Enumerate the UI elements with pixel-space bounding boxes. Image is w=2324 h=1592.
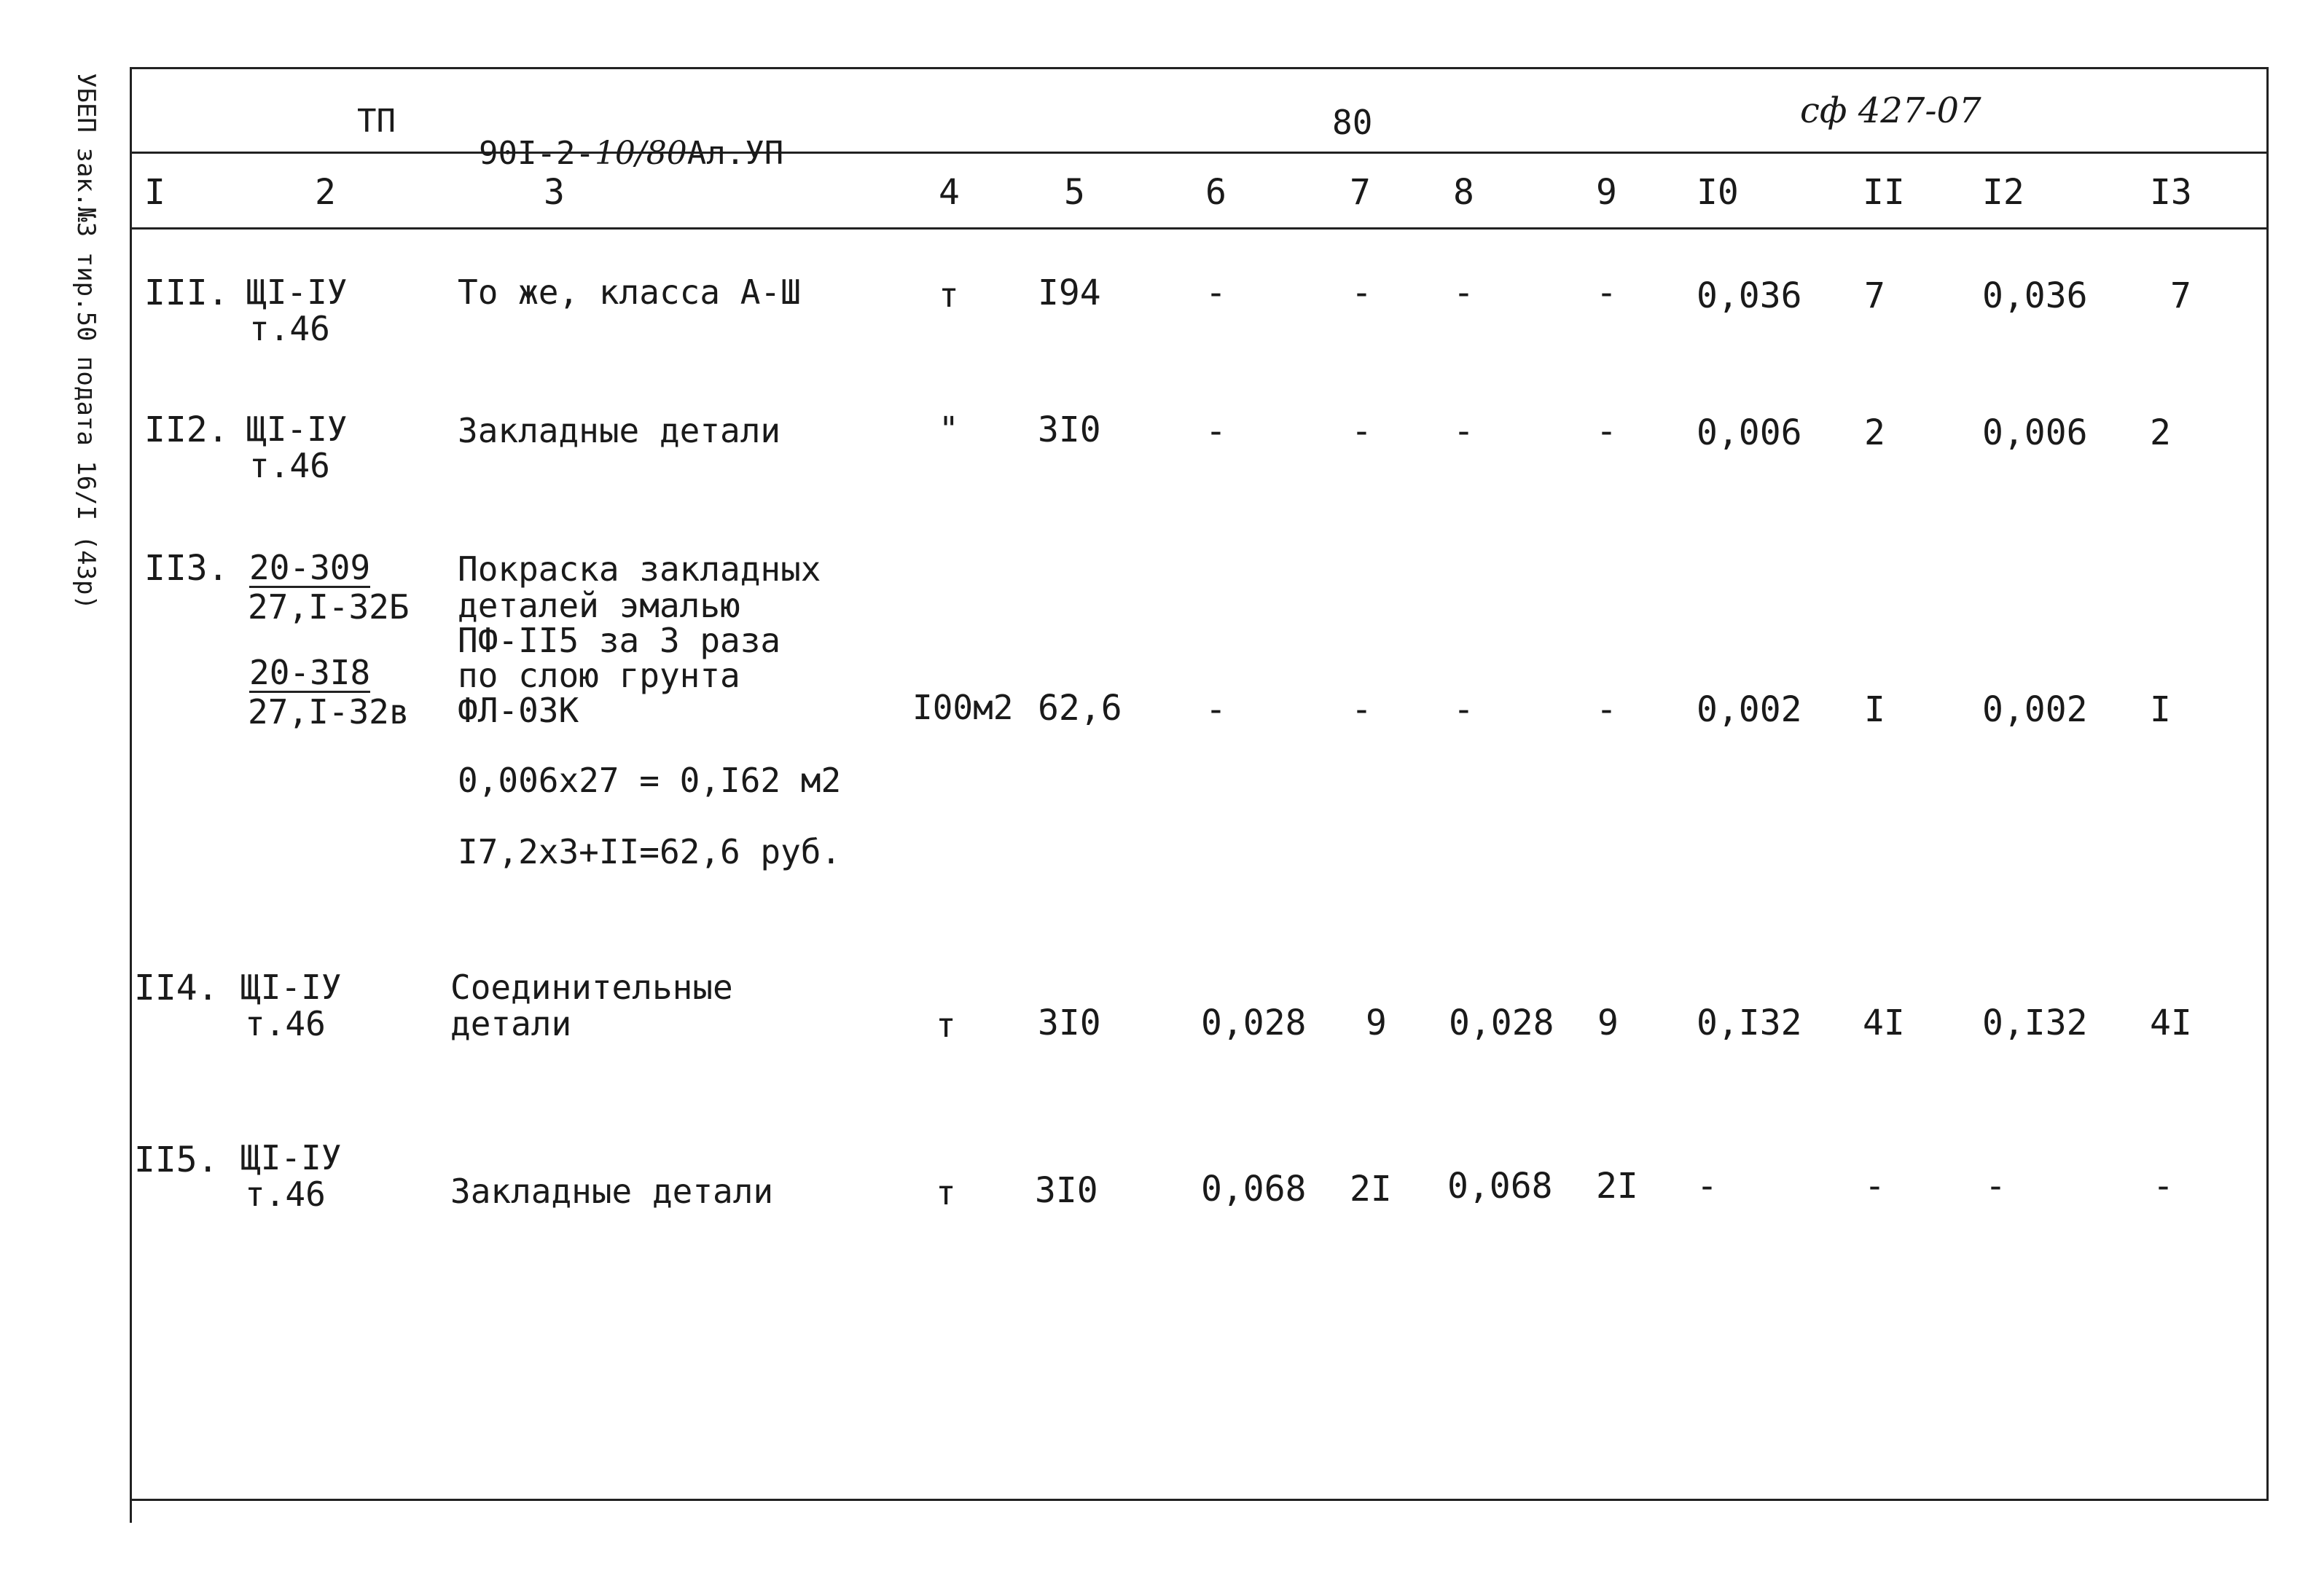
row-code: ЩI-IУ <box>240 968 342 1007</box>
col-header-12: I2 <box>1982 172 2024 213</box>
row-unit: т <box>936 1005 956 1045</box>
row-c6: - <box>1205 411 1226 452</box>
frame-left <box>130 67 132 1523</box>
row-code-numerator-2: 20-3I8 <box>249 653 371 692</box>
row-description-line: ПФ-II5 за 3 раза <box>458 621 781 660</box>
row-unit: I00м2 <box>912 688 1014 727</box>
row-price: I94 <box>1038 272 1101 313</box>
side-note-text: УБЕП зак.№3 тир.50 подата 16/I (43р) <box>71 73 101 610</box>
row-c11: - <box>1864 1166 1885 1207</box>
row-price: 3I0 <box>1038 1003 1101 1043</box>
row-c9: - <box>1596 411 1617 452</box>
row-description-line: деталей эмалью <box>458 586 740 625</box>
row-c10: - <box>1697 1166 1718 1207</box>
row-number: II4. <box>134 968 219 1008</box>
row-c6: 0,068 <box>1201 1169 1307 1209</box>
frame-bottom <box>130 1499 2268 1501</box>
row-c12: 0,036 <box>1982 275 2088 316</box>
row-c12: - <box>1985 1166 2006 1207</box>
row-code-denominator-2: 27,I-32в <box>248 692 410 732</box>
row-price: 62,6 <box>1038 688 1122 729</box>
row-c13: 7 <box>2170 275 2191 316</box>
row-c9: 2I <box>1596 1166 1638 1207</box>
side-margin-note <box>57 73 101 610</box>
frame-top <box>130 67 2268 69</box>
col-header-10: I0 <box>1697 172 1739 213</box>
row-c11: 4I <box>1863 1003 1905 1043</box>
row-description-line: ФЛ-03К <box>458 691 579 730</box>
col-header-6: 6 <box>1205 172 1226 213</box>
row-code: ЩI-IУ <box>240 1138 342 1177</box>
doc-code-hand: 10/80 <box>594 135 687 172</box>
row-c6: - <box>1205 272 1226 313</box>
column-header-divider <box>130 227 2268 230</box>
row-description-line: Соединительные <box>450 968 733 1007</box>
col-header-1: I <box>144 172 165 213</box>
tp-label: ТП <box>357 103 396 140</box>
row-c12: 0,I32 <box>1982 1003 2088 1043</box>
col-header-2: 2 <box>315 172 336 213</box>
row-number: II3. <box>144 548 229 589</box>
row-code: ЩI-IУ <box>246 272 348 312</box>
row-description: Закладные детали <box>450 1172 774 1211</box>
row-c9: - <box>1596 272 1617 313</box>
row-unit: т <box>939 275 959 315</box>
row-c11: 7 <box>1864 275 1885 316</box>
doc-code-suffix: Ал.УП <box>686 135 784 172</box>
row-table-ref: т.46 <box>249 446 330 485</box>
row-price: 3I0 <box>1035 1170 1098 1211</box>
row-unit: " <box>939 409 959 449</box>
row-description: Закладные детали <box>458 411 781 450</box>
row-c7: 9 <box>1366 1003 1387 1043</box>
row-c9: 9 <box>1597 1003 1619 1043</box>
row-c12: 0,002 <box>1982 689 2088 730</box>
row-description-line: детали <box>450 1004 572 1043</box>
row-number: II5. <box>134 1140 219 1180</box>
row-description-line: по слою грунта <box>458 656 740 695</box>
row-c8: - <box>1453 411 1474 452</box>
page-number: 80 <box>1332 103 1373 142</box>
row-code-denominator-1: 27,I-32Б <box>248 587 410 627</box>
row-c10: 0,036 <box>1697 275 1802 316</box>
row-table-ref: т.46 <box>245 1175 326 1214</box>
row-c13: I <box>2150 689 2171 730</box>
row-c10: 0,002 <box>1697 689 1802 730</box>
row-c7: - <box>1351 411 1372 452</box>
row-code: ЩI-IУ <box>246 409 348 449</box>
col-header-5: 5 <box>1064 172 1085 213</box>
row-calculation-price: I7,2х3+II=62,6 руб. <box>458 832 842 871</box>
row-c12: 0,006 <box>1982 412 2088 453</box>
col-header-7: 7 <box>1350 172 1371 213</box>
doc-code-prefix: 90I-2- <box>478 135 595 172</box>
row-c11: I <box>1864 689 1885 730</box>
col-header-3: 3 <box>544 172 565 213</box>
row-table-ref: т.46 <box>245 1004 326 1043</box>
row-c13: - <box>2153 1166 2174 1207</box>
row-c11: 2 <box>1864 412 1885 453</box>
row-c6: - <box>1205 689 1226 730</box>
row-number: II2. <box>144 409 229 450</box>
col-header-13: I3 <box>2150 172 2192 213</box>
row-c8: 0,068 <box>1447 1166 1553 1207</box>
row-number: III. <box>144 272 229 313</box>
row-c8: 0,028 <box>1449 1003 1554 1043</box>
doc-code <box>440 106 783 170</box>
row-c8: - <box>1453 689 1474 730</box>
row-c10: 0,I32 <box>1697 1003 1802 1043</box>
row-c7: 2I <box>1350 1169 1392 1209</box>
row-calculation-area: 0,006х27 = 0,I62 м2 <box>458 761 842 800</box>
row-price: 3I0 <box>1038 409 1101 450</box>
col-header-8: 8 <box>1453 172 1474 213</box>
row-c10: 0,006 <box>1697 412 1802 453</box>
row-table-ref: т.46 <box>249 309 330 348</box>
row-c9: - <box>1596 689 1617 730</box>
row-code-numerator-1: 20-309 <box>249 548 371 587</box>
row-c7: - <box>1351 689 1372 730</box>
handwritten-ref: сф 427-07 <box>1800 90 1981 131</box>
col-header-4: 4 <box>939 172 960 213</box>
row-c6: 0,028 <box>1201 1003 1307 1043</box>
row-unit: т <box>936 1173 956 1212</box>
row-description: То же, класса А-Ш <box>458 272 801 312</box>
frame-right <box>2266 67 2269 1501</box>
row-c13: 2 <box>2150 412 2171 453</box>
row-c7: - <box>1351 272 1372 313</box>
row-description-line: Покраска закладных <box>458 549 821 589</box>
row-c8: - <box>1453 272 1474 313</box>
col-header-9: 9 <box>1596 172 1617 213</box>
row-c13: 4I <box>2150 1003 2192 1043</box>
col-header-11: II <box>1863 172 1905 213</box>
